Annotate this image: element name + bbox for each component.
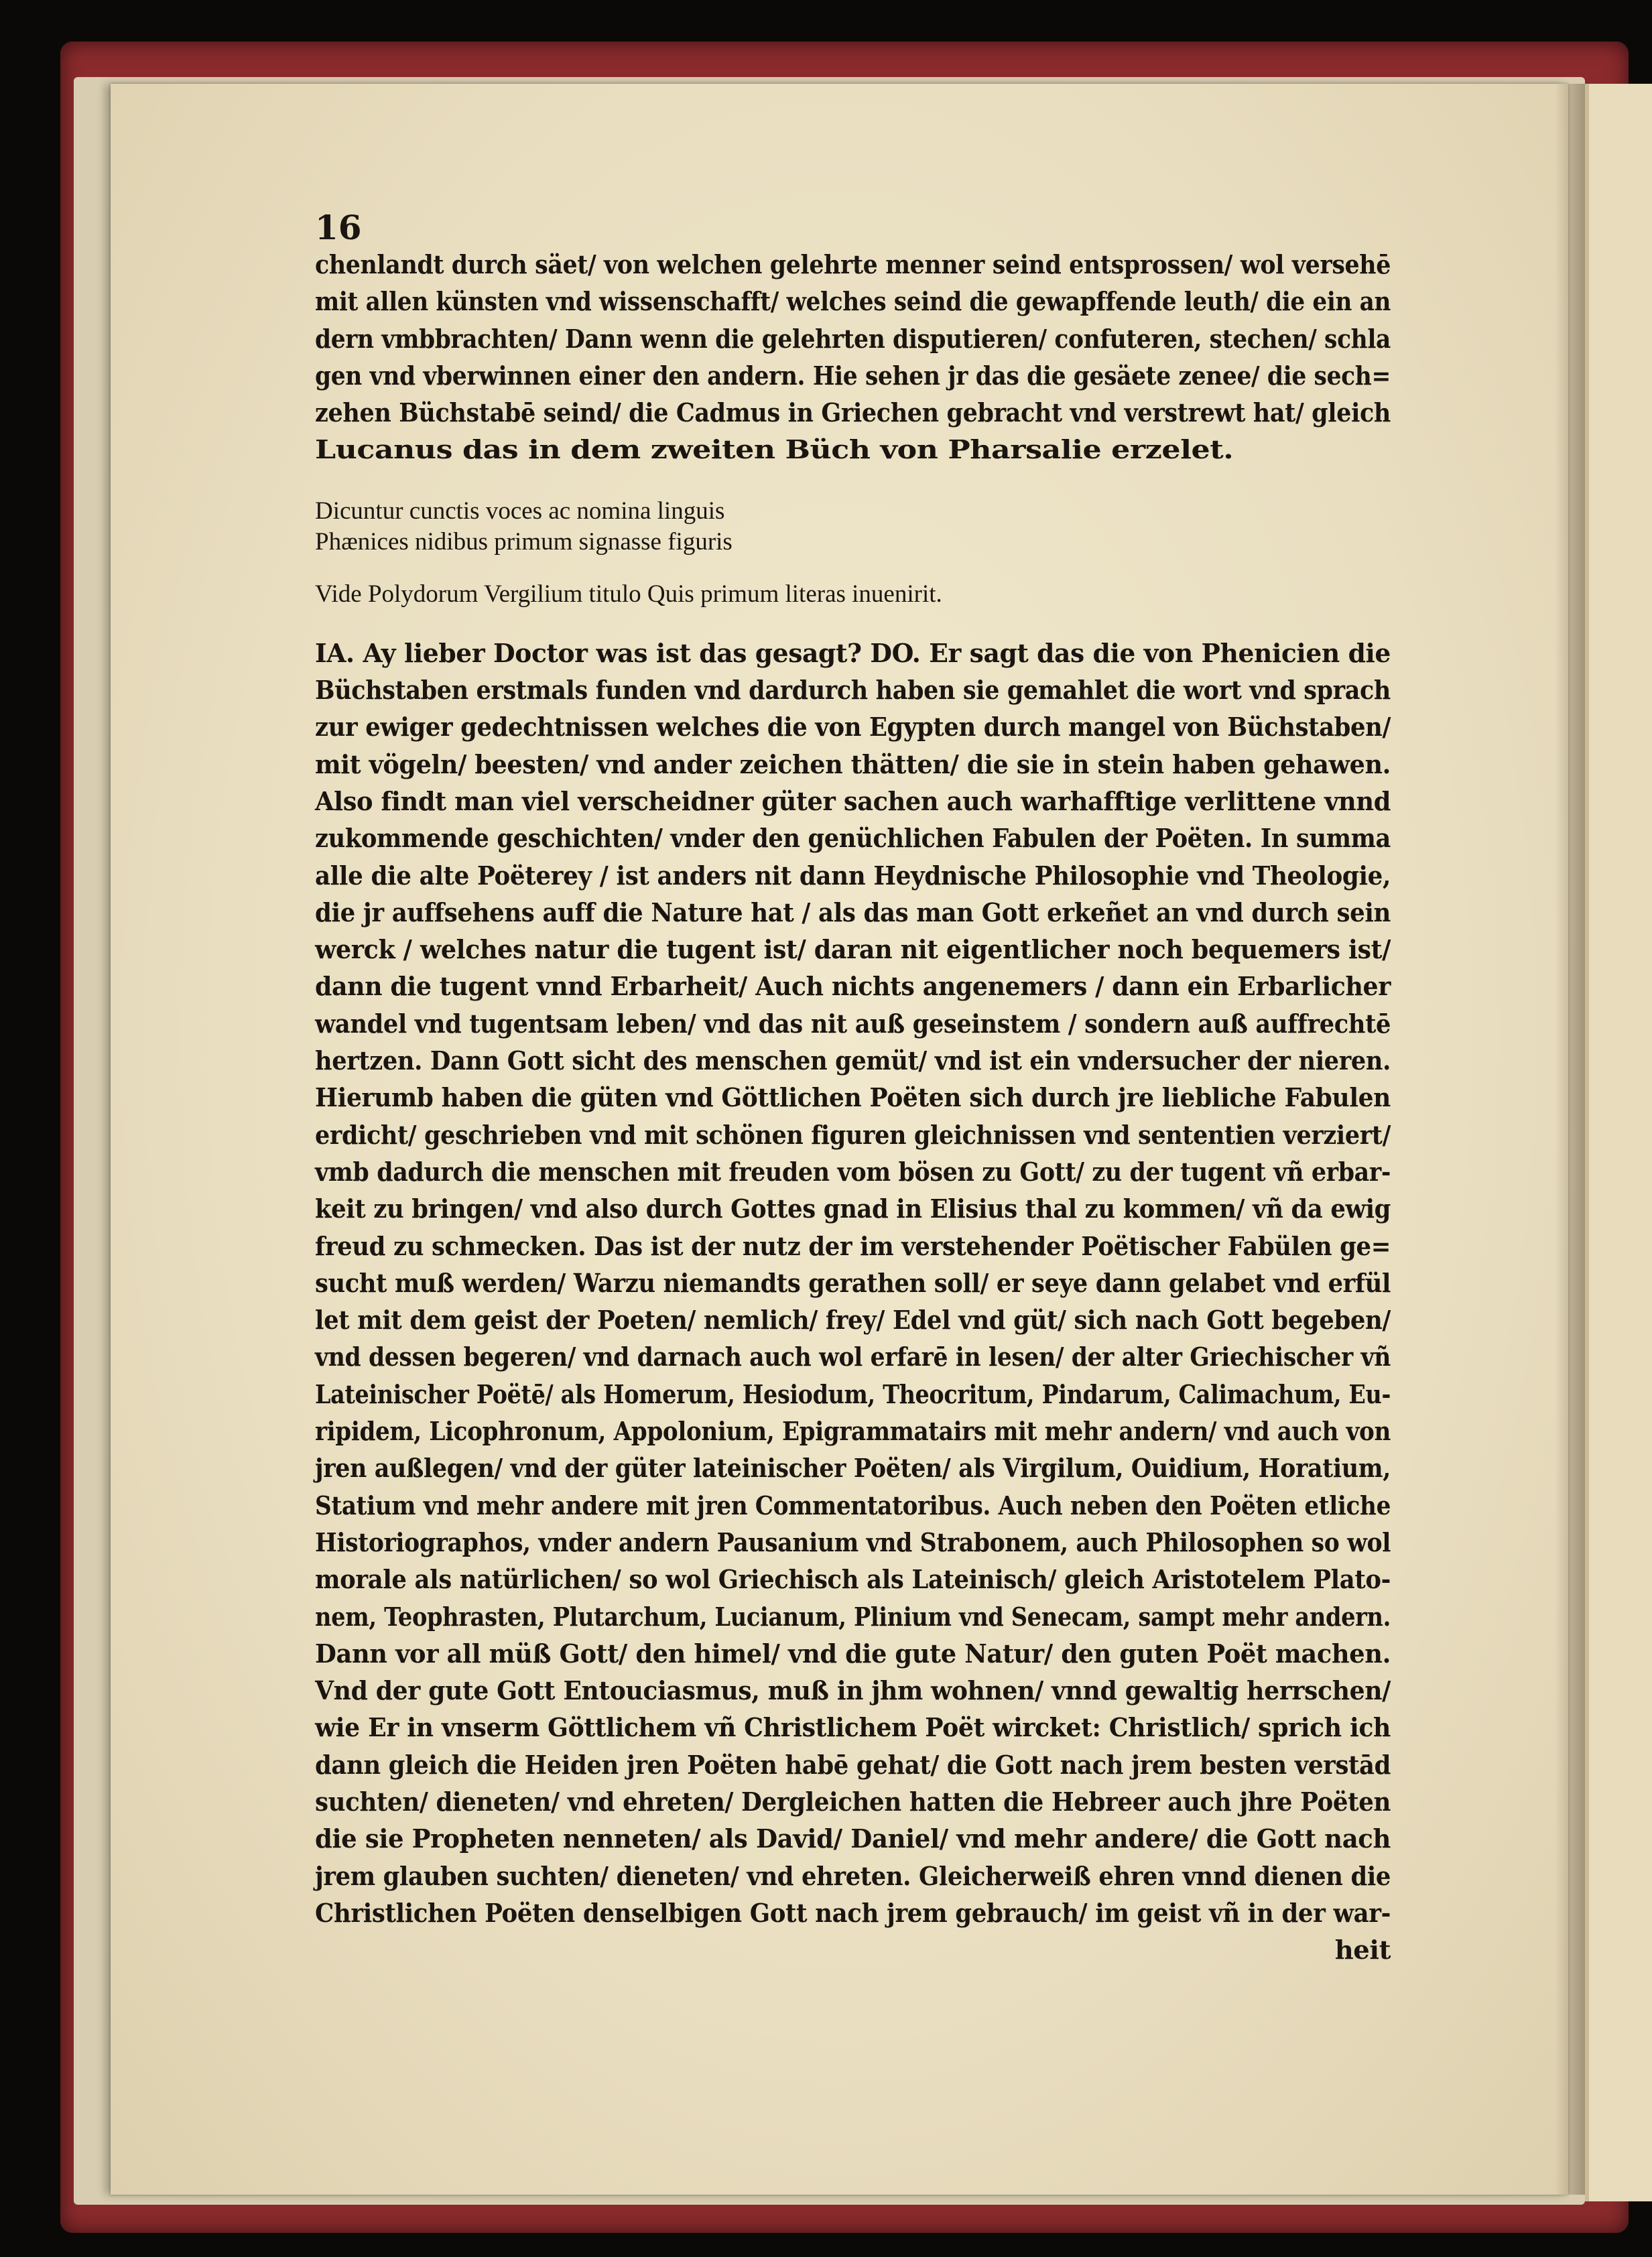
text-line: wandel vnd tugentsam leben/ vnd das nit auß geseinstem / sondern auß auffrechtē xyxy=(315,1009,1391,1039)
text-line: wie Er in vnserm Göttlichem vñ Christlichem Poët wircket: Christlich/ sprich ich xyxy=(315,1713,1391,1744)
latin-verse xyxy=(315,496,1391,558)
text-line: hertzen. Dann Gott sicht des menschen gemüt/ vnd ist ein vndersucher der nieren. xyxy=(315,1046,1391,1077)
text-line: werck / welches natur die tugent ist/ daran nit eigentlicher noch bequemers ist/ xyxy=(315,935,1391,966)
text-line: freud zu schmecken. Das ist der nutz der im verstehender Poëtischer Fabülen ge= xyxy=(315,1231,1391,1262)
text-line: Statium vnd mehr andere mit jren Commentatoribus. Auch neben den Poëten etliche xyxy=(315,1490,1391,1521)
text-line: Hierumb haben die güten vnd Göttlichen Poëten sich durch jre liebliche Fabulen xyxy=(315,1083,1391,1114)
text-line: vnd dessen begeren/ vnd darnach auch wol erfarē in lesen/ der alter Griechischer vñ xyxy=(315,1342,1391,1373)
text-line: die jr auffsehens auff die Nature hat / als das man Gott erkeñet an vnd durch sein xyxy=(315,897,1391,928)
text-line: vmb dadurch die menschen mit freuden vom bösen zu Gott/ zu der tugent vñ erbar- xyxy=(315,1157,1391,1187)
text-line: morale als natürlichen/ so wol Griechisch als Lateinisch/ gleich Aristotelem Plato- xyxy=(315,1565,1391,1596)
text-line: dann die tugent vnnd Erbarheit/ Auch nichts angenemers / dann ein Erbarlicher xyxy=(315,972,1391,1003)
text-line: let mit dem geist der Poeten/ nemlich/ frey/ Edel vnd güt/ sich nach Gott begeben/ xyxy=(315,1305,1391,1336)
text-line: IA. Ay lieber Doctor was ist das gesagt? DO. Er sagt das die von Phenicien die xyxy=(315,638,1391,669)
text-line: nem, Teophrasten, Plutarchum, Lucianum, Plinium vnd Senecam, sampt mehr andern. xyxy=(315,1602,1391,1632)
page-number: 16 xyxy=(315,208,362,247)
text-line: sucht muß werden/ Warzu niemandts gerathen soll/ er seye dann gelabet vnd erfül xyxy=(315,1268,1391,1299)
text-line: alle die alte Poëterey / ist anders nit dann Heydnische Philosophie vnd Theologie, xyxy=(315,860,1391,891)
text-line: mit allen künsten vnd wissenschafft/ welches seind die gewapffende leuth/ die ein an xyxy=(315,287,1391,318)
verse-line: Phænices nidibus primum signasse figuris xyxy=(315,527,733,556)
text-line: suchten/ dieneten/ vnd ehreten/ Dergleichen hatten die Hebreer auch jhre Poëten xyxy=(315,1787,1391,1817)
latin-reference: Vide Polydorum Vergilium titulo Quis primum literas inuenirit. xyxy=(315,580,942,608)
text-line: die sie Propheten nenneten/ als David/ Daniel/ vnd mehr andere/ die Gott nach xyxy=(315,1824,1391,1855)
text-line: Lucanus das in dem zweiten Büch von Pharsalie erzelet. xyxy=(315,435,1234,466)
facing-page-edge xyxy=(1585,84,1652,2201)
catchword: heit xyxy=(1334,1935,1391,1966)
text-line: Historiographos, vnder andern Pausanium vnd Strabonem, auch Philosophen so wol xyxy=(315,1527,1391,1558)
text-line: ripidem, Licophronum, Appolonium, Epigrammatairs mit mehr andern/ vnd auch von xyxy=(315,1417,1391,1447)
text-line: jrem glauben suchten/ dieneten/ vnd ehreten. Gleicherweiß ehren vnnd dienen die xyxy=(315,1861,1391,1892)
text-line: keit zu bringen/ vnd also durch Gottes gnad in Elisius thal zu kommen/ vñ da ewig xyxy=(315,1194,1391,1225)
text-line: zur ewiger gedechtnissen welches die von Egypten durch mangel von Büchstaben/ xyxy=(315,712,1391,743)
gutter-shadow xyxy=(1555,84,1585,2195)
text-line: mit vögeln/ beesten/ vnd ander zeichen thätten/ die sie in stein haben gehawen. xyxy=(315,749,1391,780)
text-line: dann gleich die Heiden jren Poëten habē gehat/ die Gott nach jrem besten verstād xyxy=(315,1750,1391,1781)
paragraph-2 xyxy=(315,635,1391,1932)
text-line: gen vnd vberwinnen einer den andern. Hie sehen jr das die gesäete zenee/ die sech= xyxy=(315,361,1391,391)
text-line: Büchstaben erstmals funden vnd dardurch haben sie gemahlet die wort vnd sprach xyxy=(315,675,1391,706)
verse-line: Dicuntur cunctis voces ac nomina linguis xyxy=(315,497,725,525)
text-line: zehen Büchstabē seind/ die Cadmus in Griechen gebracht vnd verstrewt hat/ gleich xyxy=(315,398,1391,429)
text-line: jren außlegen/ vnd der güter lateinischer Poëten/ als Virgilum, Ouidium, Horatium, xyxy=(315,1454,1391,1484)
text-line: erdicht/ geschrieben vnd mit schönen figuren gleichnissen vnd sententien verziert/ xyxy=(315,1120,1391,1151)
text-line: zukommende geschichten/ vnder den genüchlichen Fabulen der Poëten. In summa xyxy=(315,824,1391,854)
text-line: Also findt man viel verscheidner güter sachen auch warhafftige verlittene vnnd xyxy=(315,786,1391,817)
text-line: dern vmbbrachten/ Dann wenn die gelehrten disputieren/ confuteren, stechen/ schla xyxy=(315,324,1391,354)
text-line: Lateinischer Poëtē/ als Homerum, Hesiodum, Theocritum, Pindarum, Calimachum, Eu- xyxy=(315,1379,1391,1410)
text-line: Dann vor all müß Gott/ den himel/ vnd die gute Natur/ den guten Poët machen. xyxy=(315,1638,1391,1669)
text-line: Vnd der gute Gott Entouciasmus, muß in jhm wohnen/ vnnd gewaltig herrschen/ xyxy=(315,1676,1391,1707)
paragraph-1 xyxy=(315,247,1391,469)
page-text-block xyxy=(315,208,1391,1969)
text-line: Christlichen Poëten denselbigen Gott nach jrem gebrauch/ im geist vñ in der war- xyxy=(315,1898,1391,1929)
text-line: chenlandt durch säet/ von welchen gelehrte menner seind entsprossen/ wol versehē xyxy=(315,250,1391,280)
